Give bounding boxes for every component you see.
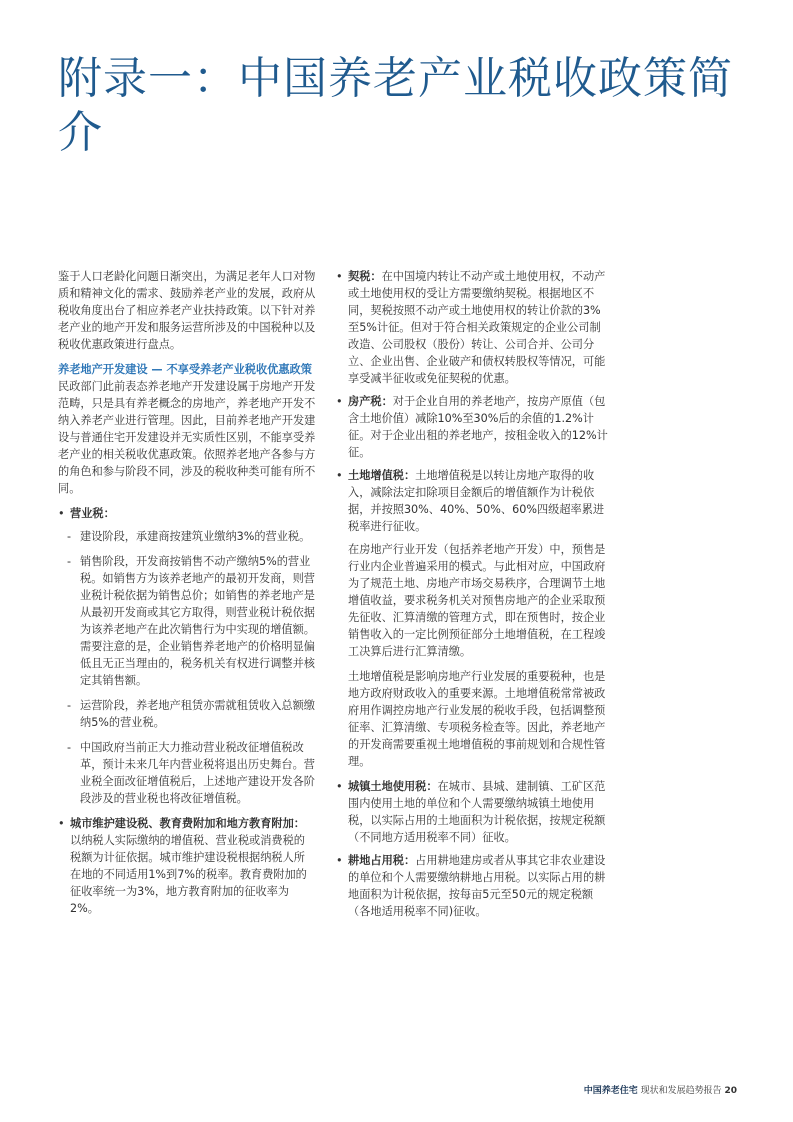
land-vat-text: 土地增值税是以转让房地产取得的收入，减除法定扣除项目金额后的增值额作为计税依据，并按照30%、40%、50%、60%四级超率累进税率进行征收。 xyxy=(348,469,605,533)
deed-tax-text: 在中国境内转让不动产或土地使用权，不动产或土地使用权的受让方需要缴纳契税。根据地区不同，契税按照不动产或土地使用权的转让价款的3%至5%计征。但对于符合相关政策规定的企业公司制改造、公司股权（股份）转让、公司合并、公司分立、企业出售、企业破产和债权转股权等情况，可能享受减半征收或免征契税的优惠。 xyxy=(348,270,606,385)
farmland-tax-item xyxy=(336,852,608,920)
deed-tax-item xyxy=(336,268,608,387)
intro-paragraph: 鉴于人口老龄化问题日渐突出，为满足老年人口对物质和精神文化的需求、鼓励养老产业的发展，政府从税收角度出台了相应养老产业扶持政策。以下针对养老产业的地产开发和服务运营所涉及的中国税种以及税收优惠政策进行盘点。 xyxy=(58,270,316,351)
property-tax-label: 房产税： xyxy=(348,395,393,408)
page-footer xyxy=(584,1083,737,1096)
deed-tax-label: 契税： xyxy=(348,270,382,283)
section-subheading: 养老地产开发建设 — 不享受养老产业税收优惠政策 xyxy=(58,363,312,376)
business-tax-label: 营业税： xyxy=(70,507,115,520)
urban-maintenance-tax-text: 以纳税人实际缴纳的增值税、营业税或消费税的税额为计征依据。城市维护建设税根据纳税人所在地的不同适用1%到7%的税率。教育费附加的征收率统一为3%，地方教育附加的征收率为2%。 xyxy=(70,834,307,915)
farmland-tax-text: 占用耕地建房或者从事其它非农业建设的单位和个人需要缴纳耕地占用税。以实际占用的耕地面积为计税依据，按每亩5元至50元的规定税额（各地适用税率不同)征收。 xyxy=(348,854,606,918)
footer-report-title: 现状和发展趋势报告 xyxy=(640,1086,722,1096)
business-tax-subitem: - 销售阶段，开发商按销售不动产缴纳5%的营业税。如销售方为该养老地产的最初开发商，则营业税计税依据为销售总价；如销售的养老地产是从最初开发商或其它方取得，则营业税计税依据为该养老地产在此次销售行为中实现的增值额。需要注意的是，企业销售养老地产的价格明显偏低且无正当理由的，税务机关有权进行调整并核定其销售额。 xyxy=(58,553,316,689)
development-paragraph: 民政部门此前表态养老地产开发建设属于房地产开发范畴，只是具有养老概念的房地产，养老地产开发不纳入养老产业进行管理。因此，目前养老地产开发建设与普通住宅开发建设并无实质性区别，不能享受养老产业的相关税收优惠政策。依照养老地产各参与方的角色和参与阶段不同，涉及的税收种类可能有所不同。 xyxy=(58,380,316,495)
property-tax-text: 对于企业自用的养老地产，按房产原值（包含土地价值）减除10%至30%后的余值的1.2%计征。对于企业出租的养老地产，按租金收入的12%计征。 xyxy=(348,395,608,459)
land-vat-label: 土地增值税： xyxy=(348,469,416,482)
page-number: 20 xyxy=(724,1086,737,1096)
land-vat-paragraph: 土地增值税是影响房地产行业发展的重要税种，也是地方政府财政收入的重要来源。土地增值税常常被政府用作调控房地产行业发展的税收手段，包括调整预征率、汇算清缴、专项税务检查等。因此，养老地产的开发商需要重视土地增值税的事前规划和合规性管理。 xyxy=(348,670,606,768)
business-tax-item xyxy=(58,505,316,522)
page-title: 附录一：中国养老产业税收政策简介 xyxy=(58,53,733,158)
footer-brand: 中国养老住宅 xyxy=(583,1086,638,1096)
land-vat-paragraph: 在房地产行业开发（包括养老地产开发）中，预售是行业内企业普遍采用的模式。与此相对应，中国政府为了规范土地、房地产市场交易秩序，合理调节土地增值收益，要求税务机关对预售房地产的企业采取预先征收、汇算清缴的管理方式，即在预售时，按企业销售收入的一定比例预征部分土地增值税，在工程竣工决算后进行汇算清缴。 xyxy=(348,543,606,658)
urban-maintenance-tax-item xyxy=(58,815,316,917)
land-vat-item xyxy=(336,467,608,535)
urban-land-use-tax-text: 在城市、县城、建制镇、工矿区范围内使用土地的单位和个人需要缴纳城镇土地使用税，以实际占用的土地面积为计税依据，按规定税额（不同地方适用税率不同）征收。 xyxy=(348,780,606,844)
business-tax-subitem: - 建设阶段，承建商按建筑业缴纳3%的营业税。 xyxy=(58,528,316,545)
urban-maintenance-tax-label: 城市维护建设税、教育费附加和地方教育附加： xyxy=(70,817,305,830)
business-tax-subitem: - 中国政府当前正大力推动营业税改征增值税改革，预计未来几年内营业税将退出历史舞台。营业税全面改征增值税后，上述地产建设开发各阶段涉及的营业税也将改征增值税。 xyxy=(58,739,316,807)
property-tax-item xyxy=(336,393,608,461)
right-column xyxy=(336,268,608,926)
urban-land-use-tax-label: 城镇土地使用税： xyxy=(348,780,438,793)
urban-land-use-tax-item xyxy=(336,778,608,846)
left-column xyxy=(58,268,316,923)
business-tax-subitem: - 运营阶段，养老地产租赁亦需就租赁收入总额缴纳5%的营业税。 xyxy=(58,697,316,731)
farmland-tax-label: 耕地占用税： xyxy=(348,854,416,867)
